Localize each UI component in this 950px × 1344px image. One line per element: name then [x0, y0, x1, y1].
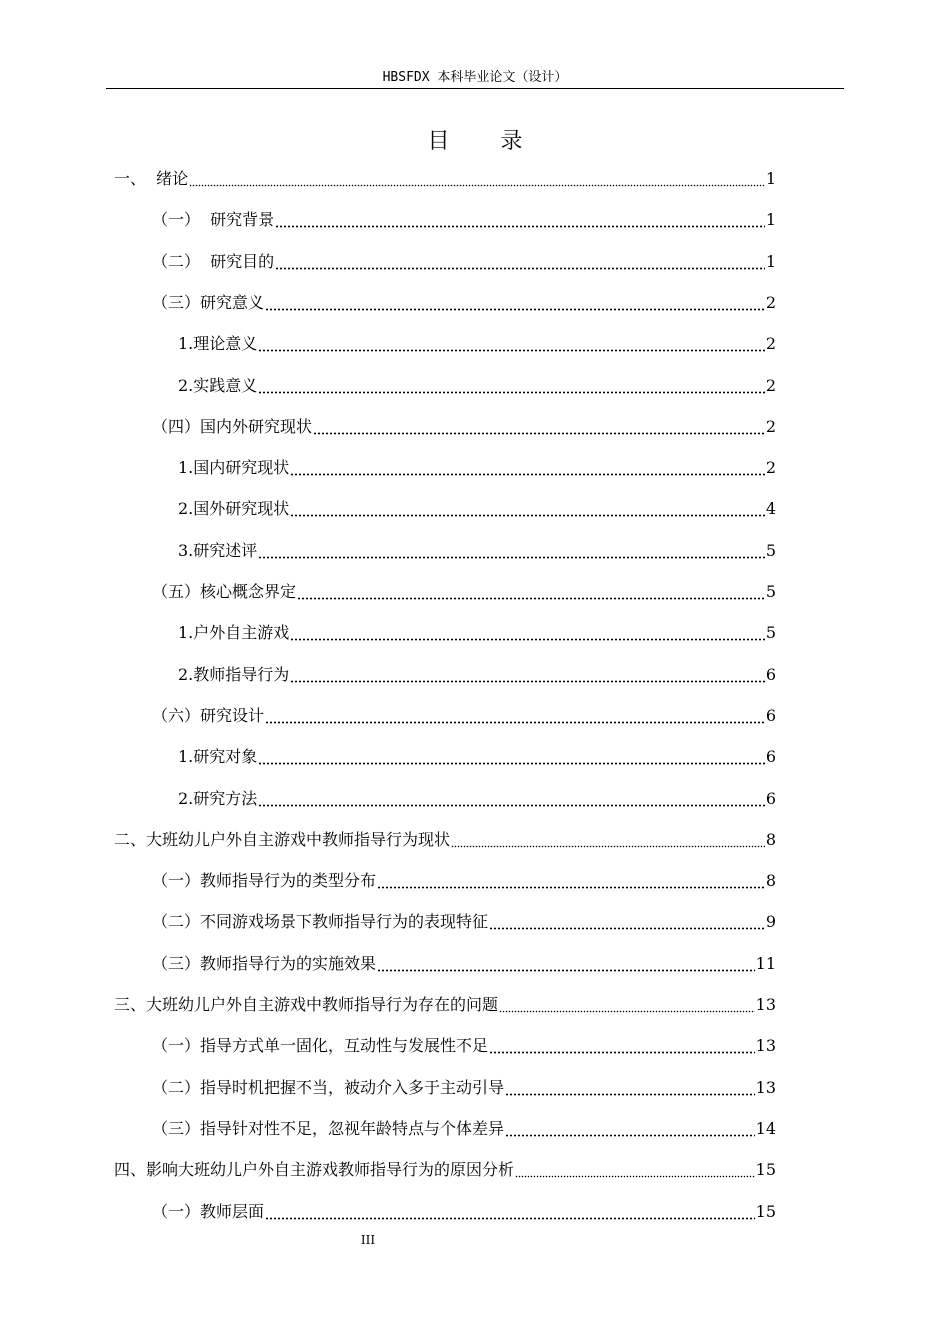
toc-entry[interactable] — [178, 744, 776, 768]
toc-entry-page: 4 — [765, 499, 776, 519]
toc-entry-label: （二）不同游戏场景下教师指导行为的表现特征 — [152, 912, 489, 932]
toc-entry-label: （三）指导针对性不足，忽视年龄特点与个体差异 — [152, 1118, 505, 1138]
toc-entry-label: 1.理论意义 — [178, 334, 258, 354]
toc-entry-label: （四）国内外研究现状 — [152, 416, 313, 436]
toc-entry[interactable] — [178, 538, 776, 562]
toc-dot-leader — [377, 952, 755, 972]
toc-entry[interactable] — [152, 1033, 776, 1057]
toc-title: 目 录 — [427, 129, 545, 154]
toc-entry-label: （二）指导时机把握不当，被动介入多于主动引导 — [152, 1077, 505, 1097]
toc-dot-leader — [258, 745, 765, 765]
toc-entry-page: 2 — [765, 292, 776, 312]
toc-entry-page: 13 — [755, 1036, 776, 1056]
toc-entry[interactable] — [152, 579, 776, 603]
toc-entry-page: 1 — [765, 210, 776, 230]
toc-entry-page: 13 — [755, 995, 776, 1014]
toc-entry[interactable] — [114, 166, 776, 190]
toc-dot-leader — [297, 580, 765, 600]
toc-entry[interactable] — [178, 373, 776, 397]
toc-entry[interactable] — [178, 786, 776, 810]
toc-entry[interactable] — [152, 703, 776, 727]
toc-entry[interactable] — [114, 992, 776, 1016]
toc-entry-page: 6 — [765, 747, 776, 767]
toc-entry-page: 2 — [765, 458, 776, 478]
toc-entry[interactable] — [152, 951, 776, 975]
toc-dot-leader — [515, 1158, 755, 1178]
toc-entry-label: （二） 研究目的 — [152, 251, 275, 271]
page-number: III — [360, 1233, 376, 1247]
toc-entry-page: 13 — [755, 1077, 776, 1097]
toc-entry-label: （六）研究设计 — [152, 705, 265, 725]
header-rule — [106, 88, 844, 89]
toc-dot-leader — [258, 787, 765, 807]
toc-entry[interactable] — [152, 249, 776, 273]
toc-entry-label: （五）核心概念界定 — [152, 582, 297, 601]
toc-dot-leader — [189, 167, 765, 187]
toc-dot-leader — [258, 539, 765, 559]
toc-entry[interactable] — [152, 1116, 776, 1140]
toc-entry[interactable] — [152, 1075, 776, 1099]
page-header: HBSFDX 本科毕业论文（设计） — [382, 70, 568, 85]
toc-entry[interactable] — [178, 455, 776, 479]
toc-entry-page: 2 — [765, 375, 776, 395]
toc-entry[interactable] — [152, 290, 776, 314]
toc-entry-page: 5 — [765, 623, 776, 643]
toc-entry-label: 2.教师指导行为 — [178, 664, 290, 684]
toc-dot-leader — [489, 1034, 755, 1054]
toc-dot-leader — [313, 415, 765, 435]
toc-entry[interactable] — [178, 662, 776, 686]
toc-entry-label: （三）教师指导行为的实施效果 — [152, 953, 377, 973]
toc-entry-label: 1.国内研究现状 — [178, 458, 290, 478]
toc-dot-leader — [505, 1117, 755, 1137]
toc-entry[interactable] — [178, 331, 776, 355]
toc-entry-label: 2.国外研究现状 — [178, 499, 290, 519]
toc-entry-page: 15 — [755, 1201, 776, 1221]
toc-entry-page: 2 — [765, 334, 776, 354]
toc-dot-leader — [499, 993, 755, 1013]
toc-dot-leader — [290, 621, 765, 641]
toc-entry-page: 1 — [765, 169, 776, 188]
toc-entry[interactable] — [178, 620, 776, 644]
toc-entry-label: 2.实践意义 — [178, 375, 258, 395]
toc-entry[interactable] — [152, 868, 776, 892]
toc-entry-label: 四、影响大班幼儿户外自主游戏教师指导行为的原因分析 — [114, 1160, 515, 1180]
toc-entry-label: 三、大班幼儿户外自主游戏中教师指导行为存在的问题 — [114, 995, 499, 1014]
toc-dot-leader — [258, 374, 765, 394]
toc-entry-label: 1.户外自主游戏 — [178, 623, 290, 643]
toc-entry[interactable] — [114, 1157, 776, 1181]
toc-dot-leader — [489, 910, 765, 930]
toc-dot-leader — [265, 704, 765, 724]
toc-entry-label: 2.研究方法 — [178, 788, 258, 808]
toc-entry-page: 15 — [755, 1160, 776, 1180]
toc-entry-label: （一）指导方式单一固化，互动性与发展性不足 — [152, 1036, 489, 1056]
toc-entry[interactable] — [152, 909, 776, 933]
toc-entry-page: 5 — [765, 540, 776, 560]
toc-entry-page: 8 — [765, 871, 776, 891]
toc-dot-leader — [451, 828, 765, 848]
toc-entry-label: （一） 研究背景 — [152, 210, 275, 230]
toc-dot-leader — [265, 291, 765, 311]
toc-dot-leader — [377, 869, 765, 889]
toc-entry[interactable] — [178, 496, 776, 520]
toc-entry-label: （一）教师层面 — [152, 1201, 265, 1221]
toc-entry-label: 二、大班幼儿户外自主游戏中教师指导行为现状 — [114, 829, 451, 849]
toc-entry[interactable] — [152, 414, 776, 438]
toc-entry-page: 1 — [765, 251, 776, 271]
toc-entry-page: 14 — [755, 1118, 776, 1138]
toc-dot-leader — [275, 208, 765, 228]
toc-entry-label: （一）教师指导行为的类型分布 — [152, 871, 377, 891]
toc-dot-leader — [290, 456, 765, 476]
toc-dot-leader — [290, 663, 765, 683]
toc-entry[interactable] — [114, 827, 776, 851]
toc-entry-label: 1.研究对象 — [178, 747, 258, 767]
toc-entry-page: 11 — [755, 953, 776, 973]
toc-dot-leader — [265, 1200, 755, 1220]
toc-entry-label: 一、 绪论 — [114, 169, 189, 188]
toc-entry-label: （三）研究意义 — [152, 292, 265, 312]
toc-entry[interactable] — [152, 207, 776, 231]
toc-entry-page: 8 — [765, 829, 776, 849]
toc-entry-page: 6 — [765, 788, 776, 808]
toc-entry-page: 9 — [765, 912, 776, 932]
toc-entry-page: 2 — [765, 416, 776, 436]
toc-dot-leader — [258, 332, 765, 352]
toc-dot-leader — [505, 1076, 755, 1096]
toc-dot-leader — [275, 250, 765, 270]
toc-entry[interactable] — [152, 1199, 776, 1223]
toc-entry-page: 6 — [765, 705, 776, 725]
toc-entry-label: 3.研究述评 — [178, 540, 258, 560]
toc-entry-page: 5 — [765, 582, 776, 601]
toc-dot-leader — [290, 497, 765, 517]
toc-entry-page: 6 — [765, 664, 776, 684]
